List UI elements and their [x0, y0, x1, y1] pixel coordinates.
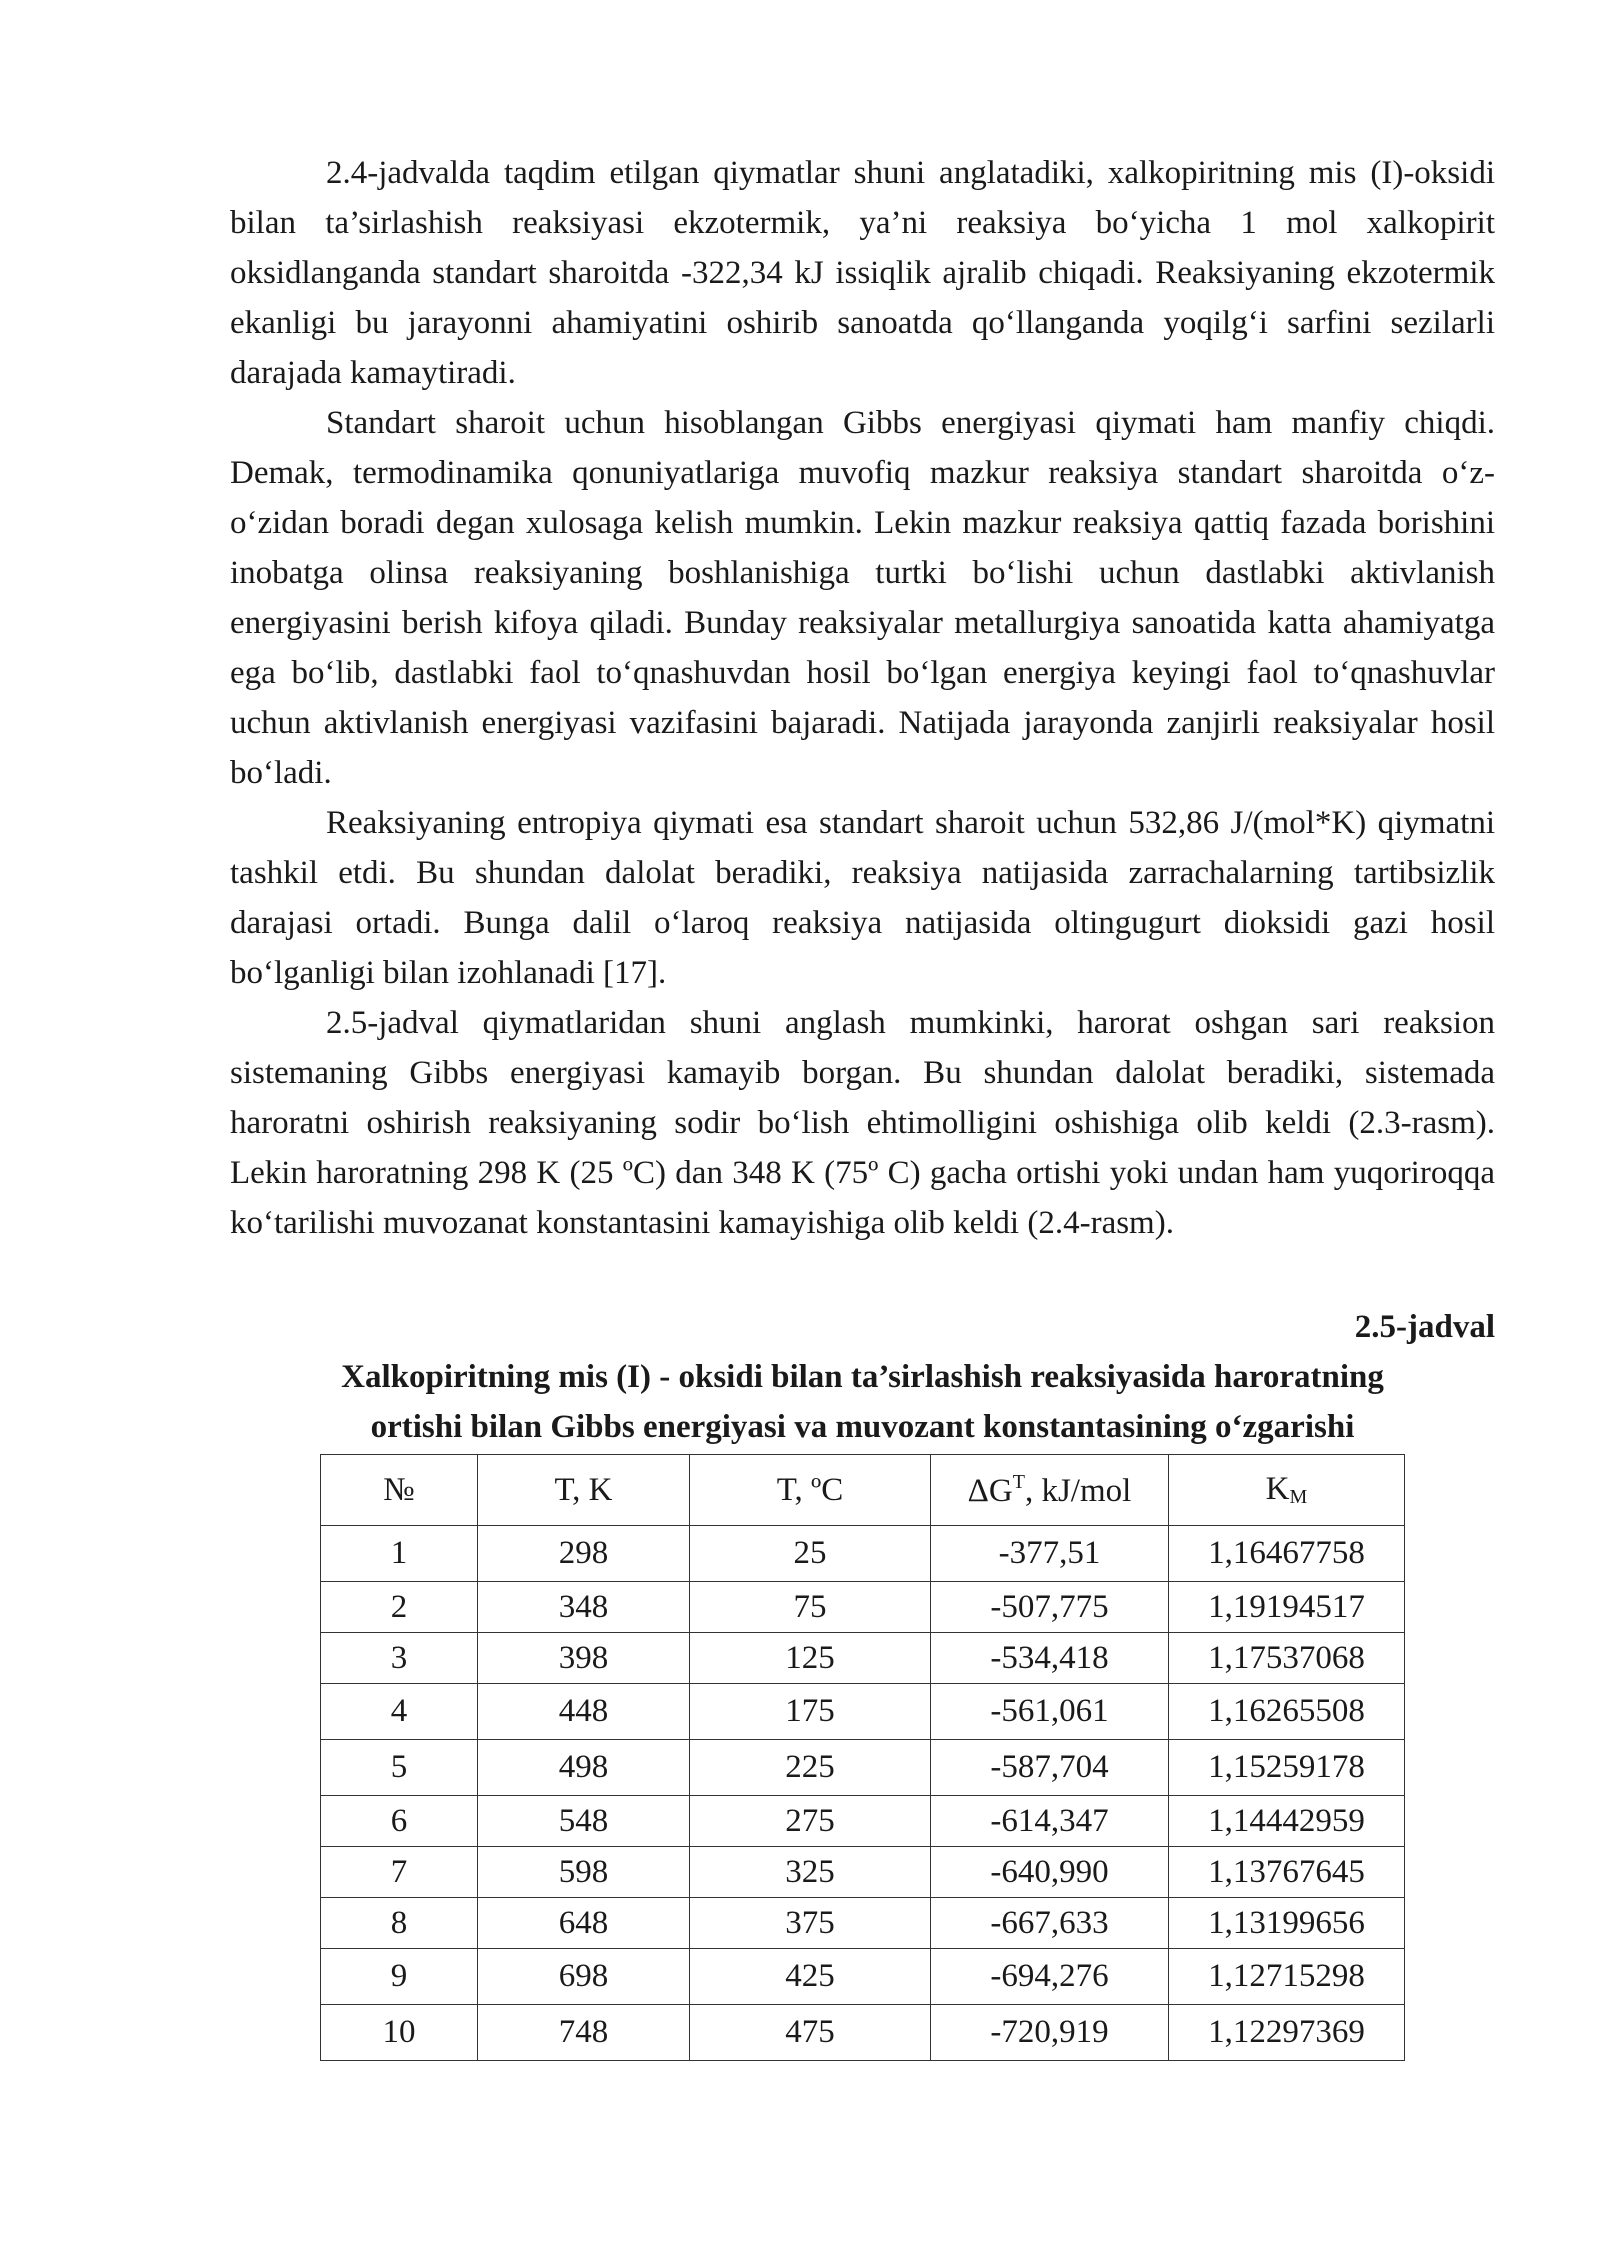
cell-temperature-k: 498 [478, 1740, 690, 1796]
table-header-row [321, 1455, 1405, 1526]
cell-number: 8 [321, 1898, 478, 1949]
cell-equilibrium-constant: 1,17537068 [1169, 1633, 1405, 1684]
cell-temperature-k: 448 [478, 1684, 690, 1740]
table-title [230, 1352, 1495, 1452]
cell-number: 10 [321, 2005, 478, 2061]
cell-gibbs-energy: -377,51 [931, 1526, 1169, 1582]
cell-gibbs-energy: -667,633 [931, 1898, 1169, 1949]
cell-temperature-c: 25 [690, 1526, 931, 1582]
cell-temperature-c: 275 [690, 1796, 931, 1847]
header-equilibrium-constant [1169, 1455, 1405, 1526]
table-row [321, 1526, 1405, 1582]
cell-gibbs-energy: -614,347 [931, 1796, 1169, 1847]
cell-gibbs-energy: -561,061 [931, 1684, 1169, 1740]
table-row [321, 1633, 1405, 1684]
header-km-base: K [1265, 1471, 1290, 1507]
paragraph-4: 2.5-jadval qiymatlaridan shuni anglash mumkinki, harorat oshgan sari reaksion sistemaning Gibbs energiyasi kamayib borgan. Bu shundan dalolat beradiki, sistemada haroratni oshirish reaksiyaning sodir bo‘lish ehtimolligini oshishiga olib keldi (2.3-rasm). Lekin haroratning 298 K (25 ºC) dan 348 K (75º C) gacha ortishi yoki undan ham yuqoriroqqa ko‘tarilishi muvozanat konstantasini kamayishiga olib keldi (2.4-rasm). [230, 1005, 1495, 1241]
cell-number: 4 [321, 1684, 478, 1740]
cell-gibbs-energy: -720,919 [931, 2005, 1169, 2061]
cell-temperature-c: 175 [690, 1684, 931, 1740]
paragraph-1: 2.4-jadvalda taqdim etilgan qiymatlar shuni anglatadiki, xalkopiritning mis (I)-oksidi bilan ta’sirlashish reaksiyasi ekzotermik, ya’ni reaksiya bo‘yicha 1 mol xalkopirit oksidlanganda standart sharoitda -322,34 kJ issiqlik ajralib chiqadi. Reaksiyaning ekzotermik ekanligi bu jarayonni ahamiyatini oshirib sanoatda qo‘llanganda yoqilg‘i sarfini sezilarli darajada kamaytiradi. [230, 155, 1495, 391]
cell-temperature-k: 648 [478, 1898, 690, 1949]
cell-temperature-c: 475 [690, 2005, 931, 2061]
cell-temperature-c: 125 [690, 1633, 931, 1684]
table-row [321, 1684, 1405, 1740]
cell-gibbs-energy: -694,276 [931, 1949, 1169, 2005]
paragraph-3: Reaksiyaning entropiya qiymati esa standart sharoit uchun 532,86 J/(mol*K) qiymatni tashkil etdi. Bu shundan dalolat beradiki, reaksiya natijasida zarrachalarning tartibsizlik darajasi ortadi. Bunga dalil o‘laroq reaksiya natijasida oltingugurt dioksidi gazi hosil bo‘lganligi bilan izohlanadi [17]. [230, 805, 1495, 991]
gibbs-energy-table [320, 1454, 1405, 2061]
cell-equilibrium-constant: 1,14442959 [1169, 1796, 1405, 1847]
header-km-sub: M [1289, 1486, 1308, 1508]
cell-gibbs-energy: -587,704 [931, 1740, 1169, 1796]
cell-equilibrium-constant: 1,16265508 [1169, 1684, 1405, 1740]
cell-gibbs-energy: -640,990 [931, 1847, 1169, 1898]
header-temperature-k: T, K [478, 1455, 690, 1526]
cell-number: 6 [321, 1796, 478, 1847]
cell-number: 3 [321, 1633, 478, 1684]
cell-gibbs-energy: -534,418 [931, 1633, 1169, 1684]
cell-number: 1 [321, 1526, 478, 1582]
table-row [321, 1949, 1405, 2005]
table-row [321, 1847, 1405, 1898]
cell-number: 5 [321, 1740, 478, 1796]
table-row [321, 1582, 1405, 1633]
table-row [321, 1740, 1405, 1796]
header-gibbs-unit: , kJ/mol [1024, 1472, 1132, 1509]
cell-number: 2 [321, 1582, 478, 1633]
cell-equilibrium-constant: 1,13767645 [1169, 1847, 1405, 1898]
header-gibbs-delta: ΔG [967, 1472, 1013, 1509]
paragraph-2: Standart sharoit uchun hisoblangan Gibbs energiyasi qiymati ham manfiy chiqdi. Demak, termodinamika qonuniyatlariga muvofiq mazkur reaksiya standart sharoitda o‘z-o‘zidan boradi degan xulosaga kelish mumkin. Lekin mazkur reaksiya qattiq fazada borishini inobatga olinsa reaksiyaning boshlanishiga turtki bo‘lishi uchun dastlabki aktivlanish energiyasini berish kifoya qiladi. Bunday reaksiyalar metallurgiya sanoatida katta ahamiyatga ega bo‘lib, dastlabki faol to‘qnashuvdan hosil bo‘lgan energiya keyingi faol to‘qnashuvlar uchun aktivlanish energiyasi vazifasini bajaradi. Natijada jarayonda zanjirli reaksiyalar hosil bo‘ladi. [230, 405, 1495, 791]
header-number: № [321, 1455, 478, 1526]
cell-equilibrium-constant: 1,19194517 [1169, 1582, 1405, 1633]
table-title-line-1: Xalkopiritning mis (I) - oksidi bilan ta’sirlashish reaksiyasida haroratning [341, 1359, 1384, 1395]
table-label: 2.5-jadval [1354, 1309, 1495, 1345]
cell-gibbs-energy: -507,775 [931, 1582, 1169, 1633]
table-row [321, 2005, 1405, 2061]
cell-equilibrium-constant: 1,13199656 [1169, 1898, 1405, 1949]
cell-temperature-k: 698 [478, 1949, 690, 2005]
cell-temperature-k: 548 [478, 1796, 690, 1847]
cell-temperature-c: 325 [690, 1847, 931, 1898]
cell-equilibrium-constant: 1,12297369 [1169, 2005, 1405, 2061]
cell-temperature-c: 375 [690, 1898, 931, 1949]
header-gibbs-sup: T [1012, 1470, 1025, 1493]
table-row [321, 1796, 1405, 1847]
cell-temperature-c: 425 [690, 1949, 931, 2005]
table-row [321, 1898, 1405, 1949]
cell-equilibrium-constant: 1,16467758 [1169, 1526, 1405, 1582]
cell-temperature-c: 75 [690, 1582, 931, 1633]
table-title-line-2: ortishi bilan Gibbs energiyasi va muvozant konstantasining o‘zgarishi [370, 1409, 1355, 1445]
cell-temperature-k: 398 [478, 1633, 690, 1684]
cell-temperature-k: 598 [478, 1847, 690, 1898]
header-temperature-c: T, ºC [690, 1455, 931, 1526]
table-body [321, 1526, 1405, 2061]
cell-temperature-c: 225 [690, 1740, 931, 1796]
cell-equilibrium-constant: 1,15259178 [1169, 1740, 1405, 1796]
cell-temperature-k: 348 [478, 1582, 690, 1633]
cell-number: 7 [321, 1847, 478, 1898]
cell-temperature-k: 298 [478, 1526, 690, 1582]
header-gibbs-energy [931, 1455, 1169, 1526]
cell-temperature-k: 748 [478, 2005, 690, 2061]
cell-number: 9 [321, 1949, 478, 2005]
cell-equilibrium-constant: 1,12715298 [1169, 1949, 1405, 2005]
